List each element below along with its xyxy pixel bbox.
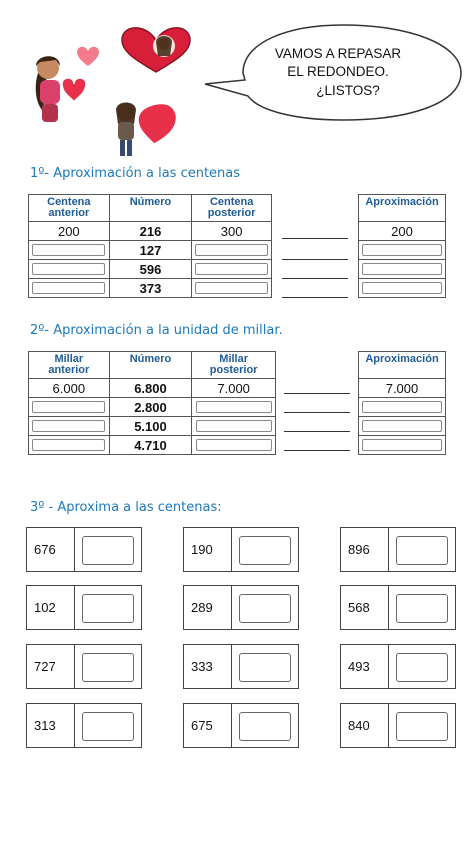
answer-line	[284, 393, 350, 394]
rounding-card	[26, 644, 142, 689]
answer-line	[282, 238, 348, 239]
answer-input[interactable]	[82, 712, 134, 741]
speech-line-1: VAMOS A REPASAR	[274, 46, 402, 61]
answer-input[interactable]	[32, 244, 105, 256]
section-1-table	[28, 194, 272, 298]
answer-line	[284, 431, 350, 432]
answer-input[interactable]	[196, 401, 272, 413]
answer-input[interactable]	[362, 263, 441, 275]
header-centena-posterior: Centena posterior	[192, 195, 272, 222]
answer-line	[282, 278, 348, 279]
section-2-table	[28, 351, 276, 455]
answer-input[interactable]	[32, 439, 105, 451]
answer-input[interactable]	[396, 536, 448, 565]
cell-next	[192, 260, 272, 279]
section-3-title: 3º - Aproxima a las centenas:	[30, 500, 222, 515]
answer-input[interactable]	[396, 594, 448, 623]
rounding-card	[340, 585, 456, 630]
section-2-title: 2º- Aproximación a la unidad de millar.	[30, 323, 283, 338]
answer-input[interactable]	[362, 420, 441, 432]
cell-next	[192, 436, 276, 455]
cell-prev	[29, 398, 110, 417]
card-number: 675	[191, 718, 213, 733]
cell-approx: 7.000	[359, 379, 446, 398]
cell-approx	[359, 260, 446, 279]
cell-prev	[29, 260, 110, 279]
answer-input[interactable]	[82, 653, 134, 682]
cell-approx	[359, 417, 446, 436]
answer-line	[282, 259, 348, 260]
cell-prev	[29, 241, 110, 260]
rounding-card	[340, 703, 456, 748]
cell-prev	[29, 417, 110, 436]
answer-input[interactable]	[362, 244, 441, 256]
header-millar-anterior: Millar anterior	[29, 352, 110, 379]
card-number: 102	[34, 600, 56, 615]
card-number: 568	[348, 600, 370, 615]
cell-number: 373	[109, 279, 192, 298]
answer-input[interactable]	[239, 712, 291, 741]
cell-next: 300	[192, 222, 272, 241]
header-aproximacion: Aproximación	[359, 195, 446, 222]
cell-next	[192, 398, 276, 417]
answer-input[interactable]	[396, 712, 448, 741]
answer-input[interactable]	[362, 401, 441, 413]
answer-input[interactable]	[396, 653, 448, 682]
heart-frame-icon	[120, 26, 192, 74]
answer-line	[282, 297, 348, 298]
small-heart-icon	[76, 46, 100, 68]
cell-number: 596	[109, 260, 192, 279]
answer-input[interactable]	[32, 401, 105, 413]
cell-number: 5.100	[109, 417, 192, 436]
section-1-approx-table	[358, 194, 446, 298]
cell-approx	[359, 436, 446, 455]
card-number: 313	[34, 718, 56, 733]
cell-number: 2.800	[109, 398, 192, 417]
cell-number: 127	[109, 241, 192, 260]
cell-prev	[29, 436, 110, 455]
section-2-approx-table	[358, 351, 446, 455]
cell-next	[192, 241, 272, 260]
cell-approx	[359, 279, 446, 298]
speech-line-3: ¿LISTOS?	[316, 83, 380, 98]
header-centena-anterior: Centena anterior	[29, 195, 110, 222]
header-millar-posterior: Millar posterior	[192, 352, 276, 379]
cell-next	[192, 279, 272, 298]
cell-number: 6.800	[109, 379, 192, 398]
cell-approx	[359, 398, 446, 417]
cell-prev: 6.000	[29, 379, 110, 398]
rounding-card	[26, 585, 142, 630]
cell-next	[192, 417, 276, 436]
rounding-card	[183, 703, 299, 748]
card-number: 727	[34, 659, 56, 674]
section-1-title: 1º- Aproximación a las centenas	[30, 166, 241, 181]
rounding-card	[183, 644, 299, 689]
cell-prev	[29, 279, 110, 298]
header-aproximacion: Aproximación	[359, 352, 446, 379]
card-number: 840	[348, 718, 370, 733]
answer-input[interactable]	[196, 420, 272, 432]
cell-number: 4.710	[109, 436, 192, 455]
answer-input[interactable]	[32, 282, 105, 294]
rounding-card	[340, 644, 456, 689]
rounding-card	[340, 527, 456, 572]
card-number: 896	[348, 542, 370, 557]
cell-approx	[359, 241, 446, 260]
card-number: 493	[348, 659, 370, 674]
cell-next: 7.000	[192, 379, 276, 398]
header-numero: Número	[109, 352, 192, 379]
cell-approx: 200	[359, 222, 446, 241]
card-number: 190	[191, 542, 213, 557]
answer-input[interactable]	[196, 439, 272, 451]
rounding-card	[26, 527, 142, 572]
speech-line-2: EL REDONDEO.	[287, 64, 389, 79]
answer-input[interactable]	[82, 536, 134, 565]
answer-input[interactable]	[82, 594, 134, 623]
answer-input[interactable]	[362, 282, 441, 294]
card-number: 289	[191, 600, 213, 615]
answer-input[interactable]	[362, 439, 441, 451]
answer-input[interactable]	[239, 653, 291, 682]
answer-line	[284, 450, 350, 451]
cell-number: 216	[109, 222, 192, 241]
rounding-card	[183, 527, 299, 572]
card-number: 333	[191, 659, 213, 674]
card-number: 676	[34, 542, 56, 557]
girl-with-big-heart-icon	[108, 96, 178, 158]
answer-input[interactable]	[195, 263, 267, 275]
rounding-card	[183, 585, 299, 630]
answer-input[interactable]	[32, 420, 105, 432]
answer-input[interactable]	[239, 536, 291, 565]
answer-input[interactable]	[239, 594, 291, 623]
header-numero: Número	[109, 195, 192, 222]
answer-line	[284, 412, 350, 413]
rounding-card	[26, 703, 142, 748]
cell-prev: 200	[29, 222, 110, 241]
answer-input[interactable]	[195, 282, 267, 294]
answer-input[interactable]	[195, 244, 267, 256]
answer-input[interactable]	[32, 263, 105, 275]
